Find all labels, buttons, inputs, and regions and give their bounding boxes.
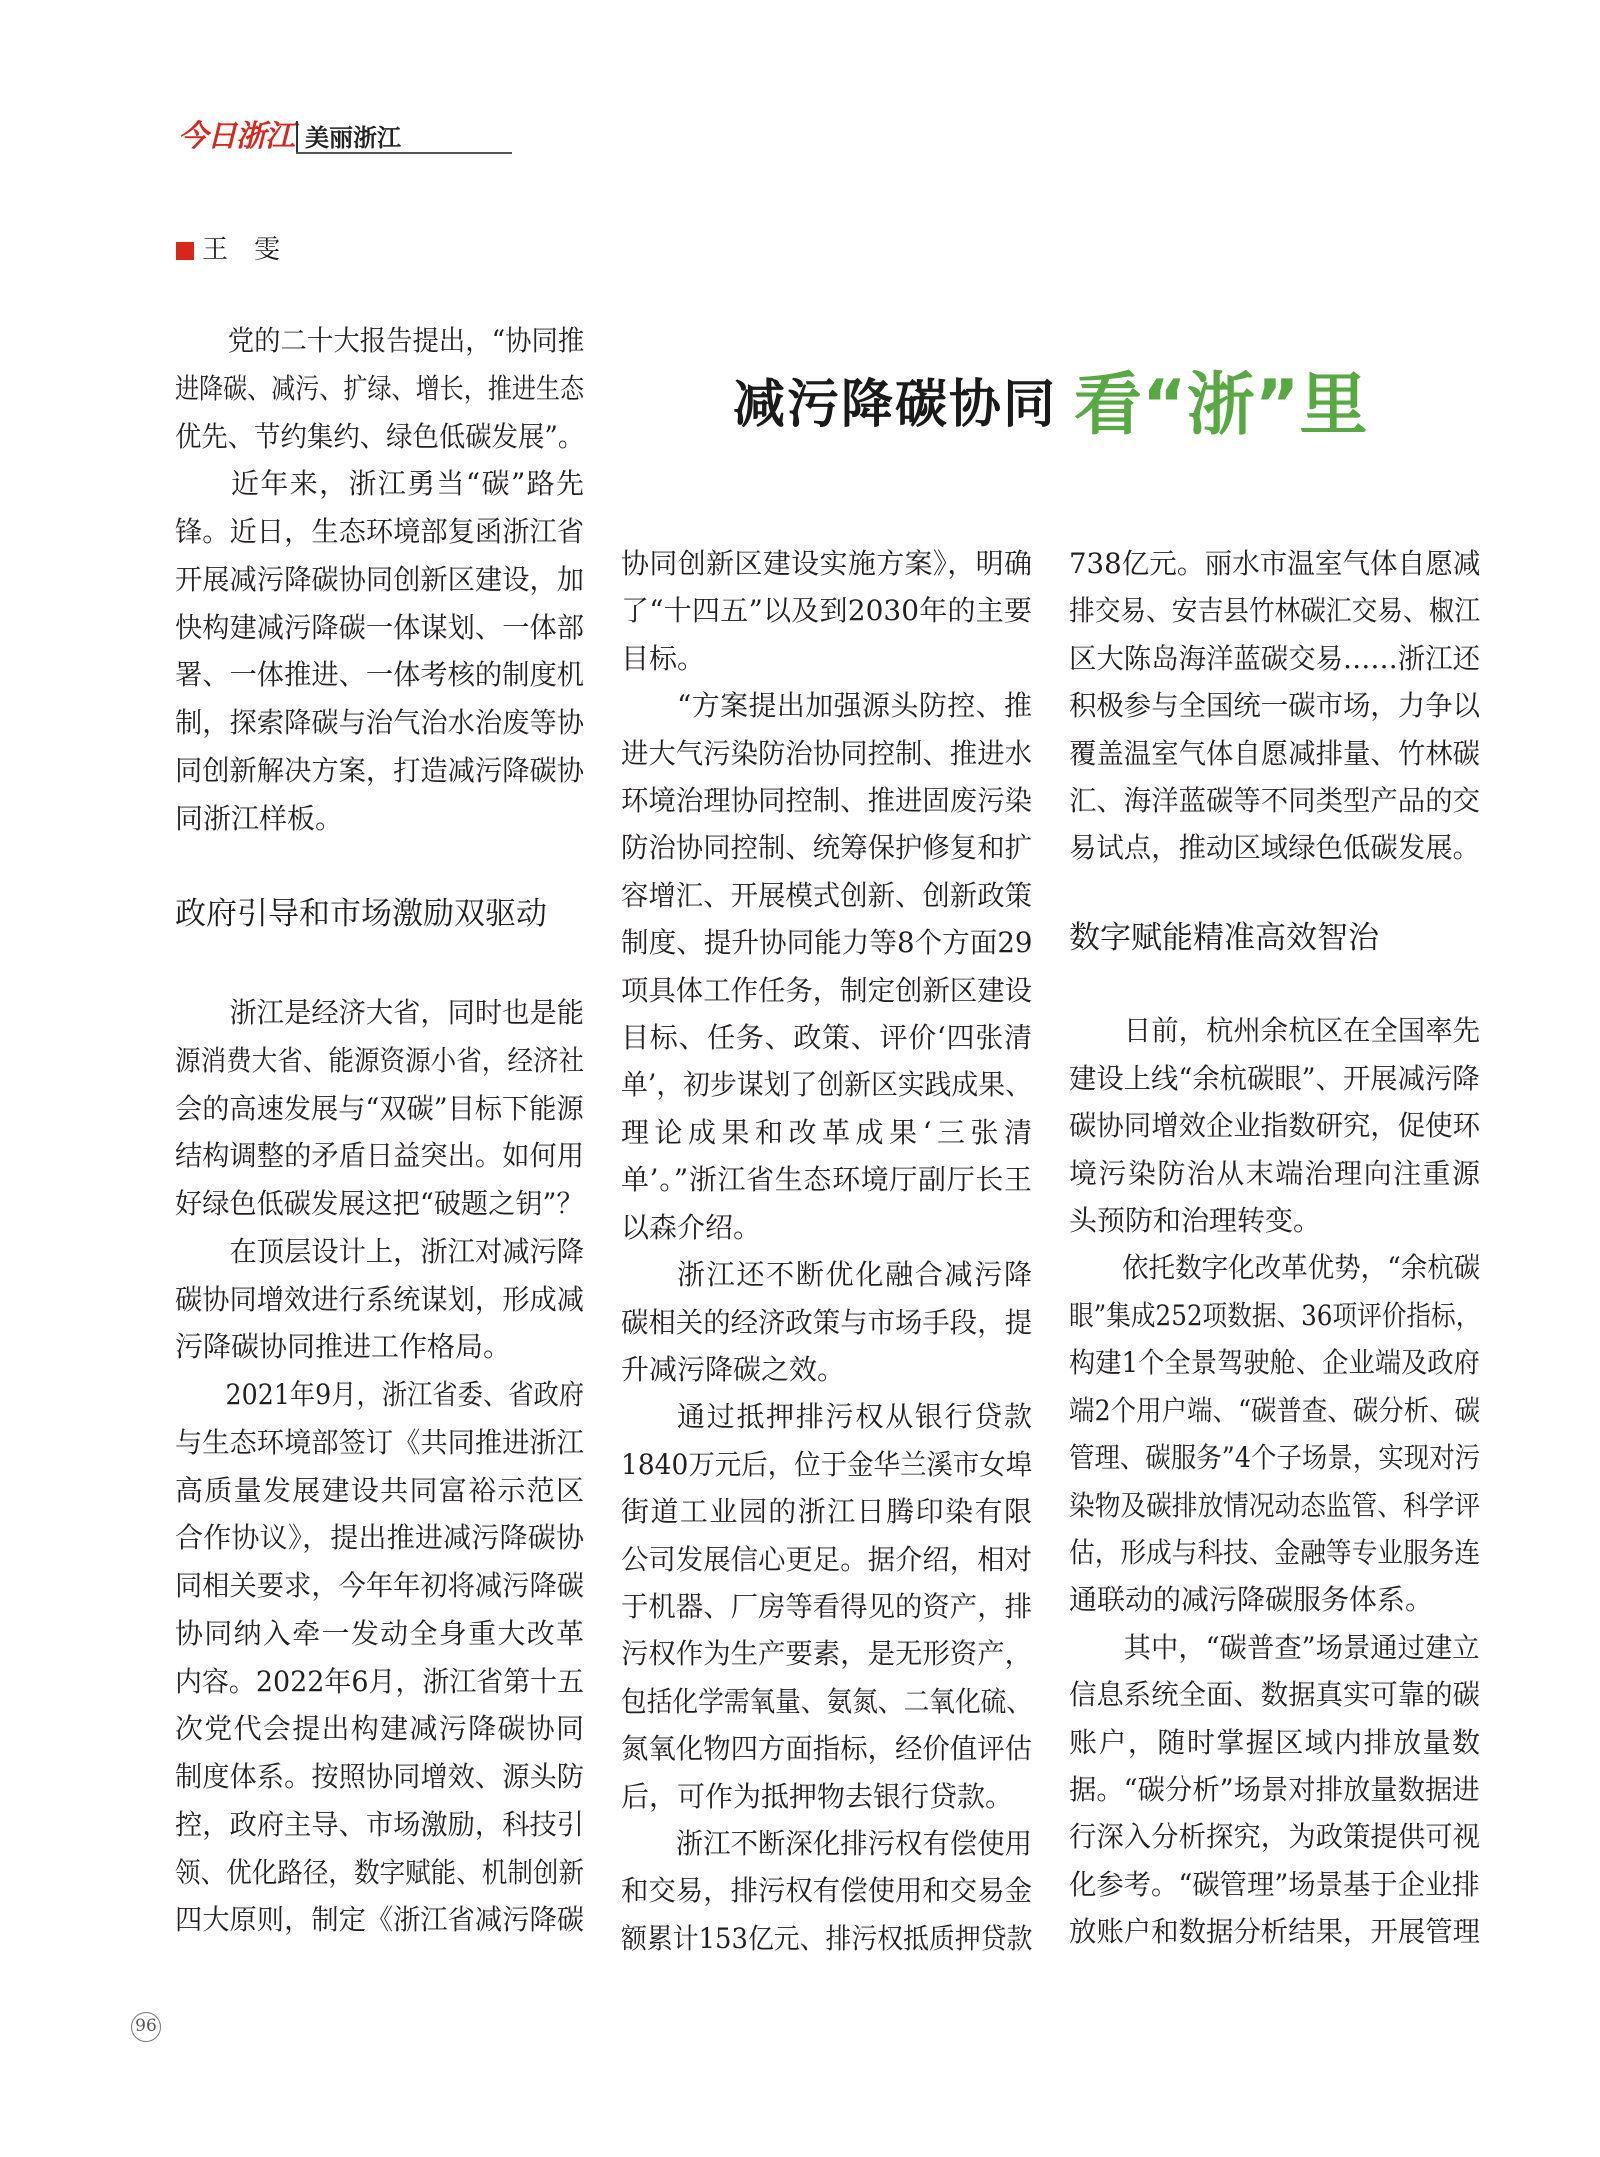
text-line: 同创新解决方案，打造减污降碳协 [175, 753, 585, 787]
text-line: 2021年9月，浙江省委、省政府 [225, 1378, 585, 1411]
header-rule [296, 152, 512, 154]
text-line: 了“十四五”以及到2030年的主要 [621, 594, 1032, 628]
author-name: 王 雯 [202, 235, 281, 265]
text-line: 通过抵押排污权从银行贷款 [677, 1400, 1032, 1434]
text-line: 制度体系。按照协同增效、源头防 [175, 1760, 585, 1793]
text-line: 染物及碳排放情况动态监管、科学评 [1069, 1488, 1481, 1522]
paragraph [175, 1228, 584, 1371]
text-line: 738亿元。丽水市温室气体自愿减 [1069, 547, 1481, 580]
column-1 [175, 317, 584, 1944]
paragraph [1069, 1244, 1480, 1623]
text-line: 党的二十大报告提出，“协同推 [227, 324, 585, 357]
text-line: “方案提出加强源头防控、推 [677, 689, 1032, 723]
brand-logo: 今日浙江 [178, 119, 294, 154]
text-line: 包括化学需氧量、氨氮、二氧化硫、 [621, 1684, 1033, 1718]
text-line: 浙江是经济大省，同时也是能 [229, 996, 585, 1029]
paragraph [621, 1820, 1032, 1962]
text-line: 协同纳入牵一发动全身重大改革 [175, 1616, 584, 1650]
text-line: 高质量发展建设共同富裕示范区 [175, 1473, 584, 1507]
paragraph [621, 1251, 1032, 1393]
text-line: 在顶层设计上，浙江对减污降 [229, 1234, 585, 1268]
header-separator [296, 121, 298, 154]
text-line: 控，政府主导、市场激励，科技引 [175, 1807, 585, 1841]
text-line: 端2个用户端、“碳普查、碳分析、碳 [1069, 1393, 1481, 1427]
text-line: 构建1个全景驾驶舱、企业端及政府 [1069, 1346, 1480, 1380]
text-line: 碳相关的经济政策与市场手段，提 [621, 1305, 1033, 1339]
text-line: 眼”集成252项数据、36项评价指标， [1069, 1298, 1481, 1332]
text-line: 额累计153亿元、排污权抵质押贷款 [621, 1921, 1033, 1955]
text-line: 合作协议》，提出推进减污降碳协 [175, 1521, 584, 1555]
text-line: 境污染防治从末端治理向注重源 [1069, 1156, 1480, 1190]
text-line: 快构建减污降碳一体谋划、一体部 [175, 610, 585, 644]
text-line: 项具体工作任务，制定创新区建设 [621, 973, 1033, 1007]
text-line: 开展减污降碳协同创新区建设，加 [175, 562, 585, 596]
section-heading: 政府引导和市场激励双驱动 [175, 896, 547, 933]
text-line: 污降碳协同推进工作格局。 [175, 1330, 512, 1364]
text-line: 汇、海洋蓝碳等不同类型产品的交 [1069, 784, 1481, 818]
text-line: 账户，随时掌握区域内排放量数 [1069, 1725, 1480, 1759]
column-3 [1069, 540, 1480, 1956]
text-line: 目标、任务、政策、评价‘四张清 [621, 1021, 1032, 1055]
text-line: 次党代会提出构建减污降碳协同 [175, 1712, 584, 1746]
text-line: 浙江不断深化排污权有偿使用 [675, 1826, 1033, 1860]
text-line: 进大气污染防治协同控制、推进水 [621, 736, 1033, 770]
page-number: 96 [131, 2012, 161, 2042]
text-line: 建设上线“余杭碳眼”、开展减污降 [1069, 1061, 1480, 1095]
paragraph [621, 540, 1032, 682]
paragraph [175, 1371, 584, 1944]
text-line: 日前，杭州余杭区在全国率先 [1123, 1014, 1481, 1048]
paragraph [1069, 1007, 1480, 1244]
text-line: 行深入分析探究，为政策提供可视 [1069, 1820, 1481, 1854]
text-line: 污权作为生产要素，是无形资产， [621, 1637, 1033, 1671]
section-name: 美丽浙江 [305, 124, 401, 152]
text-line: 协同创新区建设实施方案》，明确 [621, 547, 1032, 580]
text-line: 容增汇、开展模式创新、创新政策 [621, 878, 1033, 912]
text-line: 排交易、安吉县竹林碳汇交易、椒江 [1069, 594, 1481, 628]
paragraph [175, 460, 584, 842]
text-line: 近年来，浙江勇当“碳”路先 [231, 467, 584, 501]
paragraph [621, 1393, 1032, 1820]
text-line: 单’。”浙江省生态环境厅副厅长王 [621, 1163, 1032, 1197]
text-line: 覆盖温室气体自愿减排量、竹林碳 [1069, 736, 1481, 770]
text-line: 估，形成与科技、金融等专业服务连 [1069, 1535, 1481, 1569]
text-line: 氮氧化物四方面指标，经价值评估 [621, 1732, 1033, 1766]
text-line: 公司发展信心更足。据介绍，相对 [621, 1542, 1033, 1576]
text-line: 易试点，推动区域绿色低碳发展。 [1069, 831, 1481, 865]
title-highlight: 看“浙”里 [1074, 365, 1368, 445]
text-line: 同相关要求，今年年初将减污降碳 [175, 1569, 585, 1602]
text-line: 环境治理协同控制、推进固废污染 [621, 784, 1033, 818]
text-line: 理论成果和改革成果‘三张清 [621, 1115, 1032, 1149]
text-line: 领、优化路径，数字赋能、机制创新 [175, 1855, 585, 1889]
text-line: 后，可作为抵押物去银行贷款。 [621, 1779, 1014, 1813]
paragraph [1069, 1624, 1480, 1956]
text-line: 其中，“碳普查”场景通过建立 [1123, 1630, 1480, 1664]
author-marker [176, 242, 194, 260]
text-line: 于机器、厂房等看得见的资产，排 [621, 1589, 1033, 1623]
text-line: 碳协同增效进行系统谋划，形成减 [175, 1282, 585, 1316]
text-line: 进降碳、减污、扩绿、增长，推进生态 [175, 371, 585, 405]
text-line: 1840万元后，位于金华兰溪市女埠 [621, 1447, 1033, 1481]
text-line: 化参考。“碳管理”场景基于企业排 [1069, 1867, 1480, 1901]
text-line: 放账户和数据分析结果，开展管理 [1069, 1915, 1481, 1949]
text-line: 管理、碳服务”4个子场景，实现对污 [1069, 1441, 1481, 1475]
text-line: 署、一体推进、一体考核的制度机 [175, 658, 585, 692]
text-line: 以森介绍。 [621, 1210, 762, 1244]
text-line: 防治协同控制、统筹保护修复和扩 [621, 831, 1033, 865]
text-line: 区大陈岛海洋蓝碳交易……浙江还 [1069, 641, 1481, 675]
text-line: 同浙江样板。 [175, 801, 344, 835]
text-line: 信息系统全面、数据真实可靠的碳 [1069, 1678, 1481, 1712]
title-main: 减污降碳协同 [733, 373, 1058, 435]
text-line: 制度、提升协同能力等8个方面29 [621, 926, 1033, 960]
text-line: 积极参与全国统一碳市场，力争以 [1069, 689, 1481, 723]
section-heading: 数字赋能精准高效智治 [1069, 920, 1379, 957]
text-line: 浙江还不断优化融合减污降 [677, 1258, 1032, 1292]
paragraph [1069, 540, 1480, 872]
text-line: 单’，初步谋划了创新区实践成果、 [621, 1068, 1032, 1102]
paragraph [175, 989, 584, 1228]
text-line: 依托数字化改革优势，“余杭碳 [1122, 1251, 1481, 1285]
text-line: 与生态环境部签订《共同推进浙江 [175, 1425, 585, 1459]
column-2 [621, 540, 1032, 1962]
text-line: 四大原则，制定《浙江省减污降碳 [175, 1903, 585, 1937]
text-line: 制，探索降碳与治气治水治废等协 [175, 706, 585, 739]
text-line: 目标。 [621, 641, 706, 675]
text-line: 和交易，排污权有偿使用和交易金 [621, 1874, 1033, 1908]
text-line: 会的高速发展与“双碳”目标下能源 [175, 1091, 584, 1125]
text-line: 锋。近日，生态环境部复函浙江省 [175, 515, 585, 548]
paragraph [621, 682, 1032, 1251]
text-line: 头预防和治理转变。 [1069, 1204, 1322, 1238]
text-line: 升减污降碳之效。 [621, 1352, 846, 1386]
text-line: 碳协同增效企业指数研究，促使环 [1069, 1109, 1481, 1143]
text-line: 源消费大省、能源资源小省，经济社 [175, 1043, 585, 1077]
text-line: 内容。2022年6月，浙江省第十五 [175, 1664, 585, 1698]
article-title [733, 358, 1368, 445]
text-line: 据。“碳分析”场景对排放量数据进 [1069, 1772, 1480, 1806]
text-line: 好绿色低碳发展这把“破题之钥”？ [175, 1187, 584, 1220]
text-line: 街道工业园的浙江日腾印染有限 [621, 1495, 1032, 1529]
text-line: 优先、节约集约、绿色低碳发展”。 [175, 419, 585, 453]
text-line: 结构调整的矛盾日益突出。如何用 [175, 1139, 585, 1173]
paragraph [175, 317, 584, 460]
text-line: 通联动的减污降碳服务体系。 [1069, 1583, 1434, 1617]
